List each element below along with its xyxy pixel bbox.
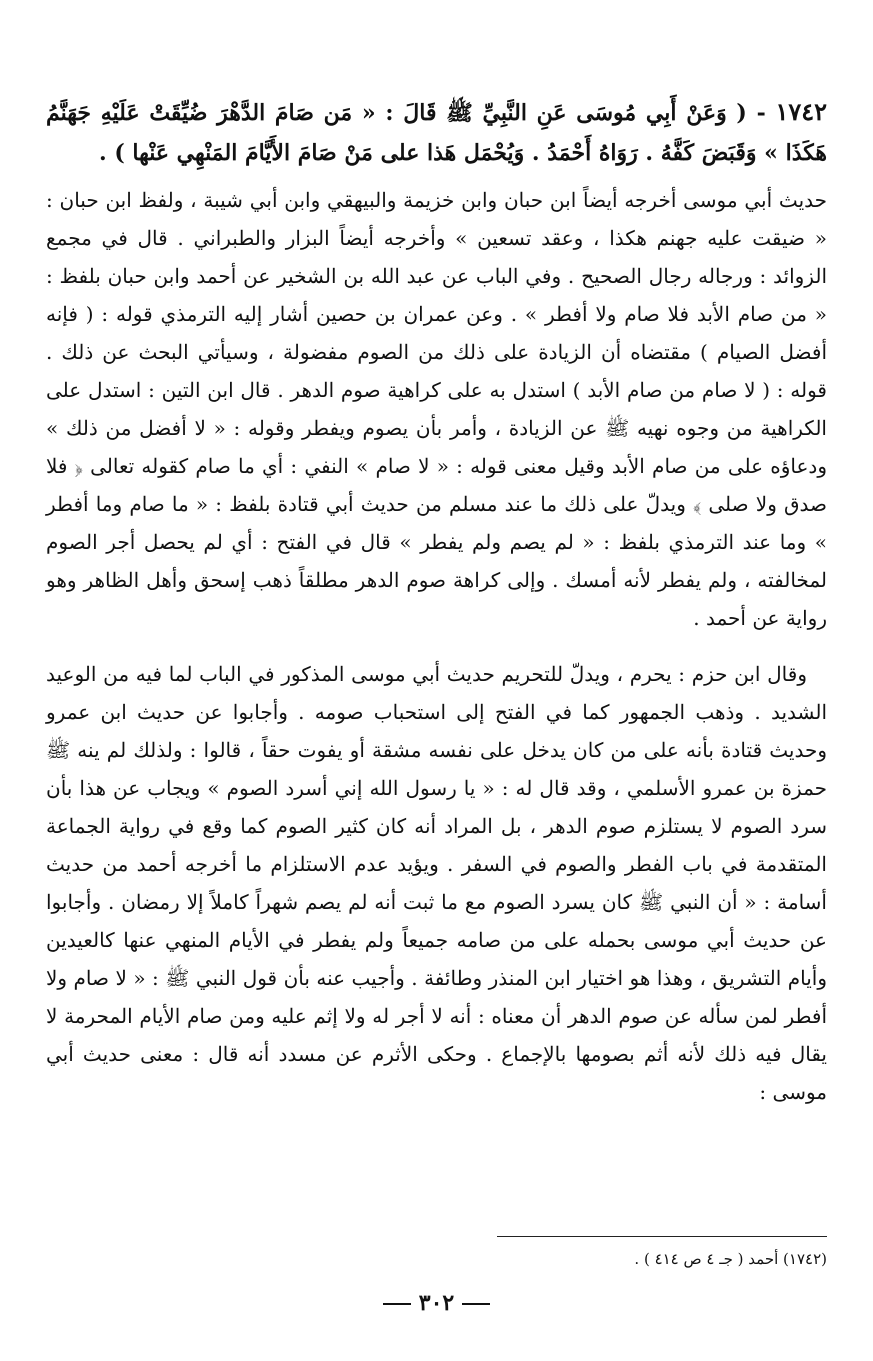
commentary-paragraph-1: حديث أبي موسى أخرجه أيضاً ابن حبان وابن خزيمة والبيهقي وابن أبي شيبة ، ولفظ ابن حبان : « ضيقت عليه جهنم هكذا ، وعقد تسعين » وأخرجه أيضاً البزار والطبراني . قال في مجمع الزوائد : ورجاله رجال الصحيح . وفي الباب عن عبد الله بن الشخير عن أحمد وابن حبان بلفظ : « من صام الأبد فلا صام ولا أفطر » . وعن عمران بن حصين أشار إليه الترمذي قوله : ( فإنه أفضل الصيام ) مقتضاه أن الزيادة على ذلك من الصوم مفضولة ، وسيأتي البحث عن ذلك . قوله : ( لا صام من صام الأبد ) استدل به على كراهية صوم الدهر . قال ابن التين : استدل على الكراهية من وجوه نهيه ﷺ عن الزيادة ، وأمر بأن يصوم ويفطر وقوله : « لا أفضل من ذلك » ودعاؤه على من صام الأبد وقيل معنى قوله : « لا صام » النفي : أي ما صام كقوله تعالى ﴿ فلا صدق ولا صلى ﴾ ويدلّ على ذلك ما عند مسلم من حديث أبي قتادة بلفظ : « ما صام وما أفطر » وما عند الترمذي بلفظ : « لم يصم ولم يفطر » قال في الفتح : أي لم يحصل أجر الصوم لمخالفته ، ولم يفطر لأنه أمسك . وإلى كراهة صوم الدهر مطلقاً ذهب إسحق وأهل الظاهر وهو رواية عن أحمد . bbox=[46, 188, 827, 630]
hadith-text: - ( وَعَنْ أَبِي مُوسَى عَنِ النَّبِيِّ ﷺ قَالَ : « مَن صَامَ الدَّهْرَ ضُيِّقَتْ عَلَيْهِ جَهَنَّمُ هَكَذَا » وَقَبَضَ كَفَّهُ . رَوَاهُ أَحْمَدُ . وَيُحْمَل هَذا على مَنْ صَامَ الأَيَّامَ المَنْهِي عَنْها ) . bbox=[46, 100, 827, 166]
page-number-dash-right bbox=[462, 1303, 490, 1305]
page-number: ٣٠٢ bbox=[418, 1290, 455, 1316]
hadith-block bbox=[46, 92, 827, 173]
commentary-paragraph-2: وقال ابن حزم : يحرم ، ويدلّ للتحريم حديث أبي موسى المذكور في الباب لما فيه من الوعيد الشديد . وذهب الجمهور كما في الفتح إلى استحباب صومه . وأجابوا عن حديث ابن عمرو وحديث قتادة بأنه على من كان يدخل على نفسه مشقة أو يفوت حقاً ، قالوا : ولذلك لم ينه ﷺ حمزة بن عمرو الأسلمي ، وقد قال له : « يا رسول الله إني أسرد الصوم » ويجاب عن هذا بأن سرد الصوم لا يستلزم صوم الدهر ، بل المراد أنه كان كثير الصوم كما وقع في رواية الجماعة المتقدمة في باب الفطر والصوم في السفر . ويؤيد عدم الاستلزام ما أخرجه أحمد من حديث أسامة : « أن النبي ﷺ كان يسرد الصوم مع ما ثبت أنه لم يصم شهراً كاملاً إلا رمضان . وأجابوا عن حديث أبي موسى بحمله على من صامه جميعاً ولم يفطر في الأيام المنهي عنها كالعيدين وأيام التشريق ، وهذا هو اختيار ابن المنذر وطائفة . وأجيب عنه بأن قول النبي ﷺ : « لا صام ولا أفطر لمن سأله عن صوم الدهر أن معناه : أنه لا أجر له ولا إثم عليه ومن صام الأيام المحرمة لا يقال فيه ذلك لأنه أثم بصومها بالإجماع . وحكى الأثرم عن مسدد أنه قال : معنى حديث أبي موسى : bbox=[46, 662, 827, 1104]
page-number-dash-left bbox=[383, 1303, 411, 1305]
hadith-number: ١٧٤٢ bbox=[775, 97, 827, 126]
footnote: (١٧٤٢) أحمد ( جـ ٤ ص ٤١٤ ) . bbox=[634, 1250, 827, 1268]
footnote-divider bbox=[497, 1236, 827, 1237]
page-number-row bbox=[0, 1290, 873, 1316]
